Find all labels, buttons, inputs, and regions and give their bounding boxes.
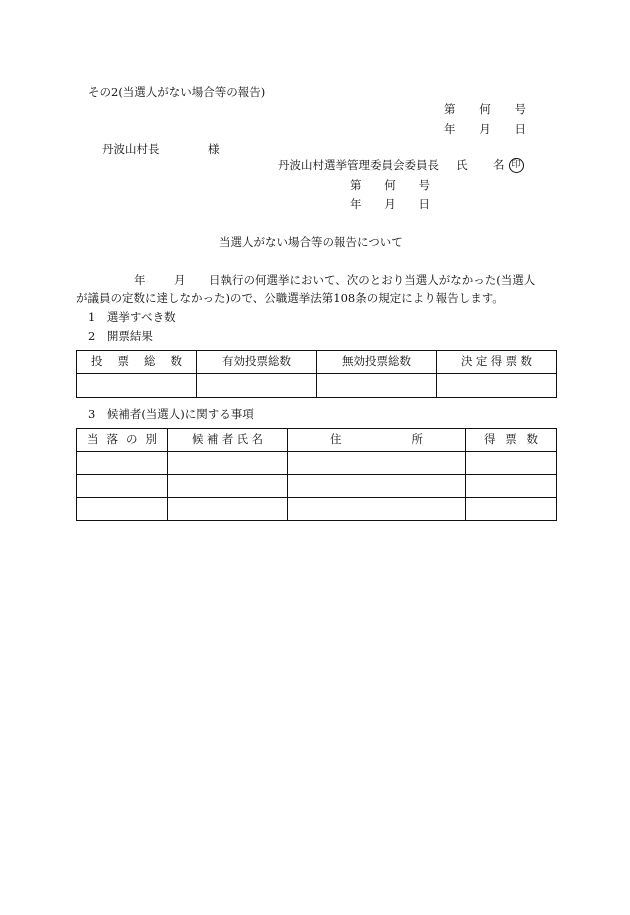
cell-vote-count[interactable]: [466, 452, 557, 475]
table-row: [77, 475, 557, 498]
sender-number-nani: 何: [384, 178, 396, 192]
report-date: [444, 124, 526, 136]
addressee-name: 丹波山村長: [102, 142, 160, 156]
date-month: 月: [479, 122, 491, 136]
cell-vote-count[interactable]: [466, 475, 557, 498]
cell-outcome[interactable]: [77, 498, 168, 521]
section-1: 1 選挙すべき数: [88, 310, 176, 324]
cell-address[interactable]: [288, 475, 466, 498]
header-outcome: 当 落 の 別: [77, 429, 168, 452]
number-nani: 何: [479, 102, 491, 116]
cell-candidate-name[interactable]: [168, 498, 288, 521]
sender-mei: 名: [493, 157, 505, 172]
cell-invalid-votes[interactable]: [317, 374, 437, 398]
header-decided-votes: 決 定 得 票 数: [437, 351, 557, 374]
table-header-row: [77, 351, 557, 374]
body-line2: が議員の定数に達しなかった)ので、公職選挙法第108条の規定により報告します。: [76, 291, 504, 305]
sender-number-dai: 第: [350, 178, 362, 192]
header-address: 住 所: [288, 429, 466, 452]
section-2: 2 開票結果: [88, 329, 153, 343]
body-line1: 日執行の何選挙において、次のとおり当選人がなかった(当選人: [209, 273, 536, 287]
cell-decided-votes[interactable]: [437, 374, 557, 398]
body-year: 年: [134, 273, 146, 287]
candidates-table: [76, 428, 557, 521]
section-3: 3 候補者(当選人)に関する事項: [88, 407, 254, 421]
addressee-honorific: 様: [208, 142, 220, 156]
report-number: [444, 104, 526, 116]
cell-valid-votes[interactable]: [197, 374, 317, 398]
date-year: 年: [444, 122, 456, 136]
cell-address[interactable]: [288, 452, 466, 475]
form-title: その2(当選人がない場合等の報告): [88, 85, 266, 99]
header-invalid-votes: 無効投票総数: [317, 351, 437, 374]
vote-results-table: [76, 350, 557, 398]
date-day: 日: [514, 122, 526, 136]
sender-number-go: 号: [418, 178, 430, 192]
sender-date-month: 月: [384, 197, 396, 211]
cell-vote-count[interactable]: [466, 498, 557, 521]
sender-title: 丹波山村選挙管理委員会委員長: [278, 158, 439, 172]
table-header-row: [77, 429, 557, 452]
cell-candidate-name[interactable]: [168, 452, 288, 475]
sender-date-year: 年: [350, 197, 362, 211]
seal-icon: 印: [509, 158, 524, 173]
header-candidate-name: 候 補 者 氏 名: [168, 429, 288, 452]
number-dai: 第: [444, 102, 456, 116]
table-row: [77, 498, 557, 521]
sender-shi: 氏: [456, 158, 468, 172]
body-month: 月: [174, 273, 186, 287]
cell-candidate-name[interactable]: [168, 475, 288, 498]
number-go: 号: [514, 102, 526, 116]
cell-address[interactable]: [288, 498, 466, 521]
sender-name-seal: [493, 158, 524, 173]
sender-date: [350, 199, 430, 211]
subject: 当選人がない場合等の報告について: [219, 235, 403, 249]
header-total-votes: 投 票 総 数: [77, 351, 197, 374]
header-valid-votes: 有効投票総数: [197, 351, 317, 374]
table-row: [77, 452, 557, 475]
cell-total-votes[interactable]: [77, 374, 197, 398]
cell-outcome[interactable]: [77, 452, 168, 475]
sender-date-day: 日: [418, 197, 430, 211]
sender-number: [350, 180, 430, 192]
table-row: [77, 374, 557, 398]
header-vote-count: 得 票 数: [466, 429, 557, 452]
cell-outcome[interactable]: [77, 475, 168, 498]
